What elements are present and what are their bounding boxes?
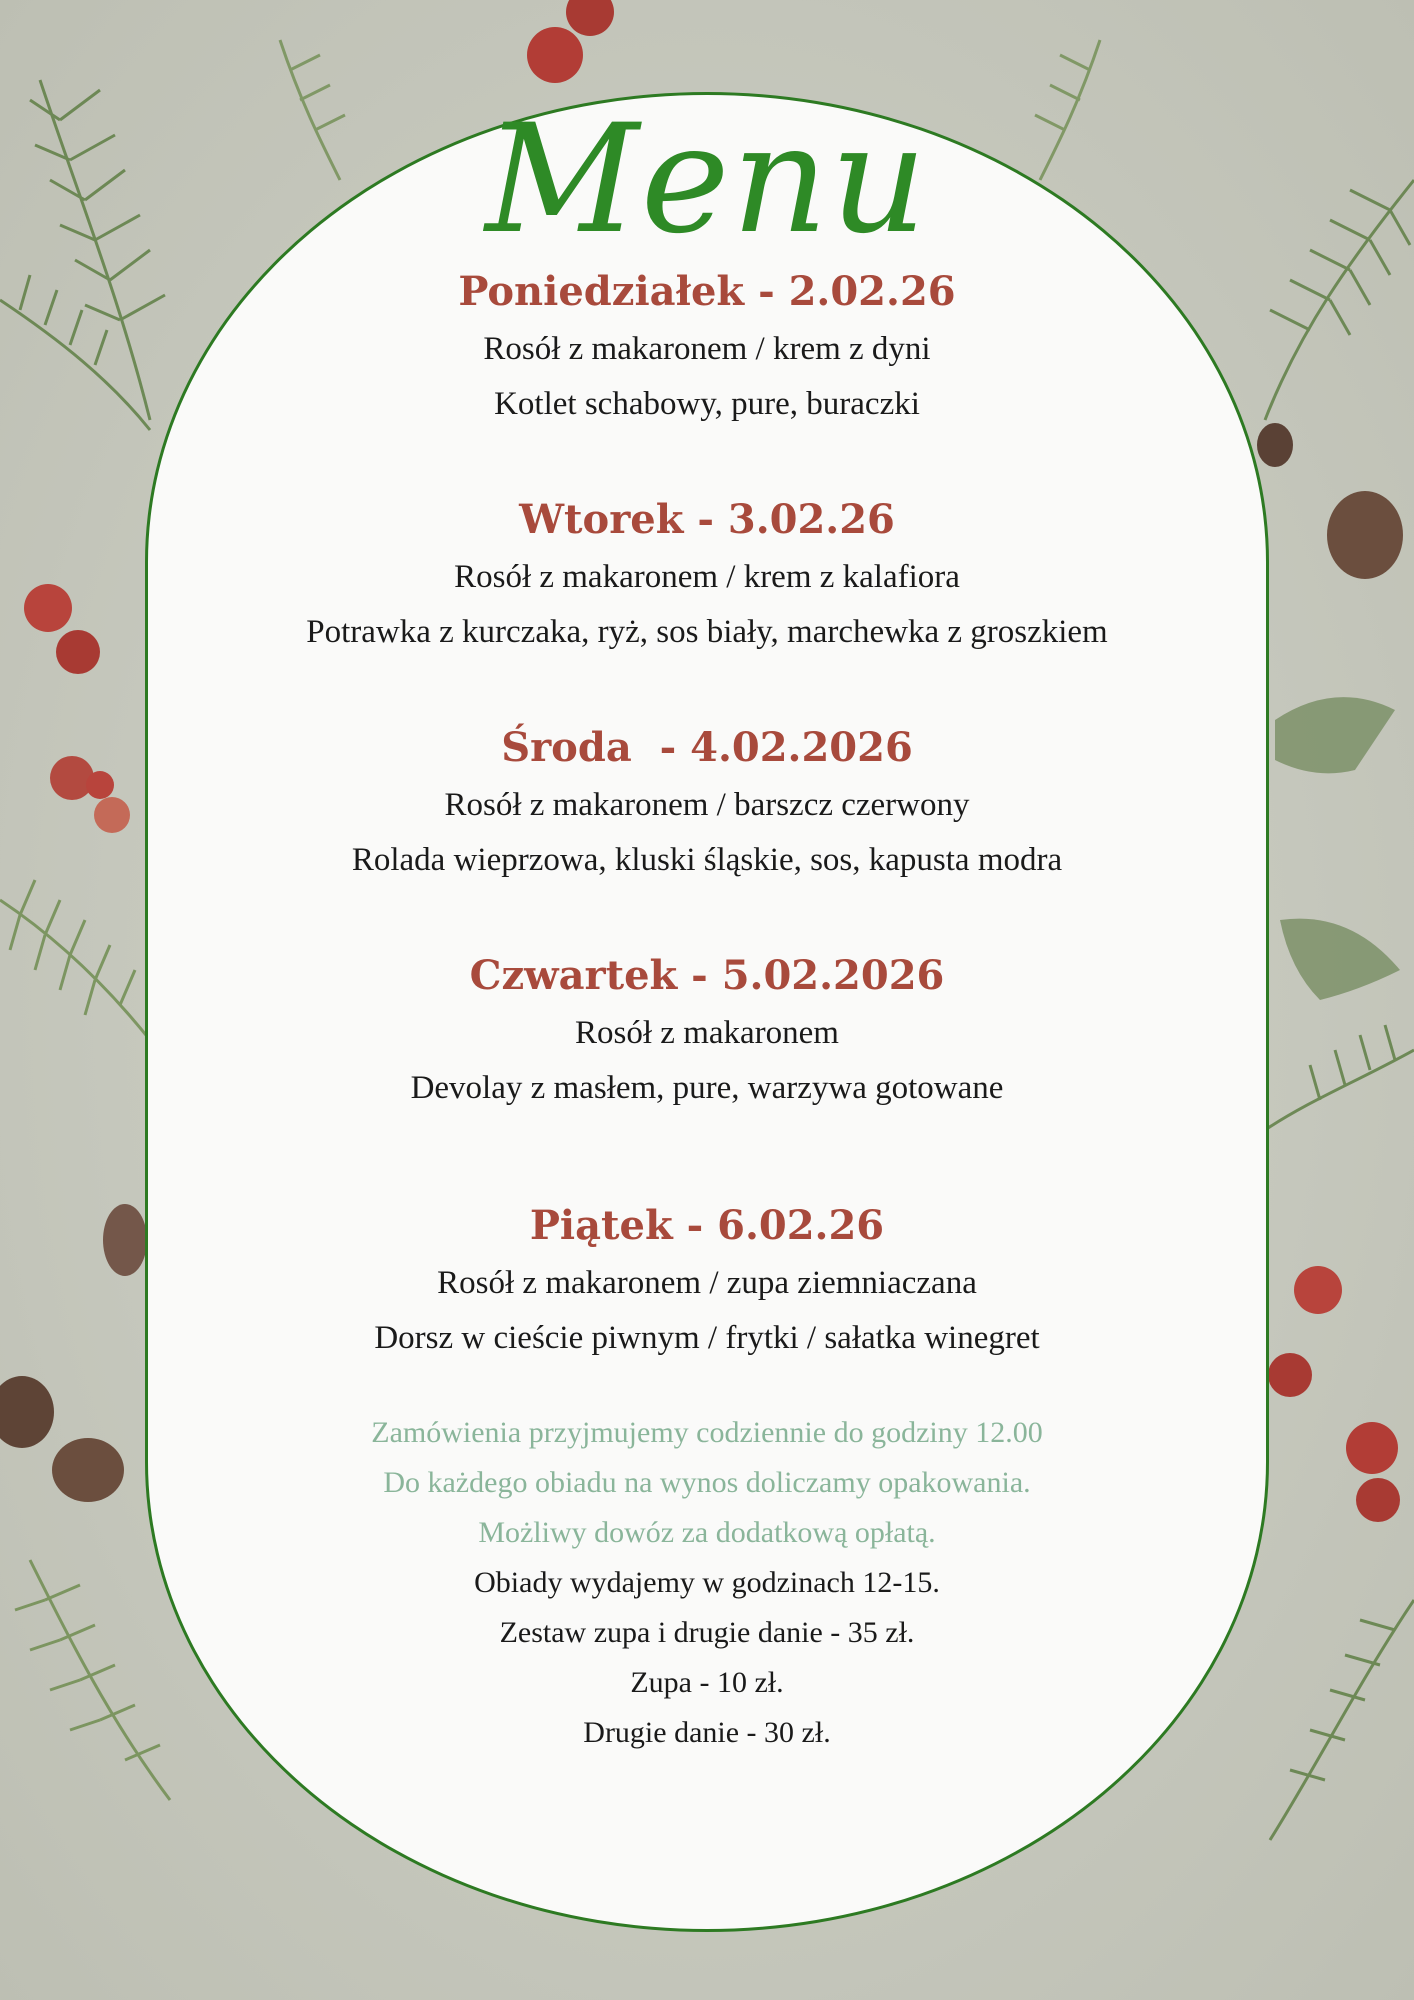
order-deadline-note: Zamówienia przyjmujemy codziennie do godziny 12.00 [371,1416,1043,1449]
day-heading: Czwartek - 5.02.2026 [469,952,945,999]
day-heading: Poniedziałek - 2.02.26 [458,268,956,315]
main-dish: Dorsz w cieście piwnym / frytki / sałatka winegret [374,1320,1040,1356]
main-dish: Kotlet schabowy, pure, buraczki [494,386,920,422]
hours-note: Obiady wydajemy w godzinach 12-15. [474,1566,940,1599]
red-berry-icon [24,584,130,833]
day-heading: Piątek - 6.02.26 [529,1202,885,1249]
menu-notes [145,1408,1269,1758]
main-dish: Potrawka z kurczaka, ryż, sos biały, marchewka z groszkiem [306,614,1108,650]
main-dish: Devolay z masłem, pure, warzywa gotowane [410,1070,1004,1106]
main-dish: Rolada wieprzowa, kluski śląskie, sos, kapusta modra [351,842,1063,878]
day-friday [145,1196,1269,1366]
day-wednesday [145,718,1269,888]
red-berry-icon [527,0,614,83]
soup-dish: Rosół z makaronem / krem z dyni [483,331,931,367]
day-monday [145,262,1269,432]
day-tuesday [145,490,1269,660]
holly-leaf-icon [1275,697,1400,1000]
day-thursday [145,946,1269,1116]
soup-dish: Rosół z makaronem / barszcz czerwony [444,787,970,823]
delivery-note: Możliwy dowóz za dodatkową opłatą. [478,1516,936,1549]
main-price-note: Drugie danie - 30 zł. [583,1716,831,1749]
menu-content [145,262,1269,1758]
red-berry-icon [1268,1266,1400,1522]
day-heading: Wtorek - 3.02.26 [519,496,895,543]
soup-dish: Rosół z makaronem [575,1015,839,1051]
menu-title: Menu [485,93,929,267]
packaging-note: Do każdego obiadu na wynos doliczamy opakowania. [383,1466,1031,1499]
soup-dish: Rosół z makaronem / zupa ziemniaczana [437,1265,977,1301]
day-heading: Środa - 4.02.2026 [501,724,913,771]
soup-dish: Rosół z makaronem / krem z kalafiora [454,559,960,595]
set-price-note: Zestaw zupa i drugie danie - 35 zł. [499,1616,915,1649]
soup-price-note: Zupa - 10 zł. [630,1666,784,1699]
